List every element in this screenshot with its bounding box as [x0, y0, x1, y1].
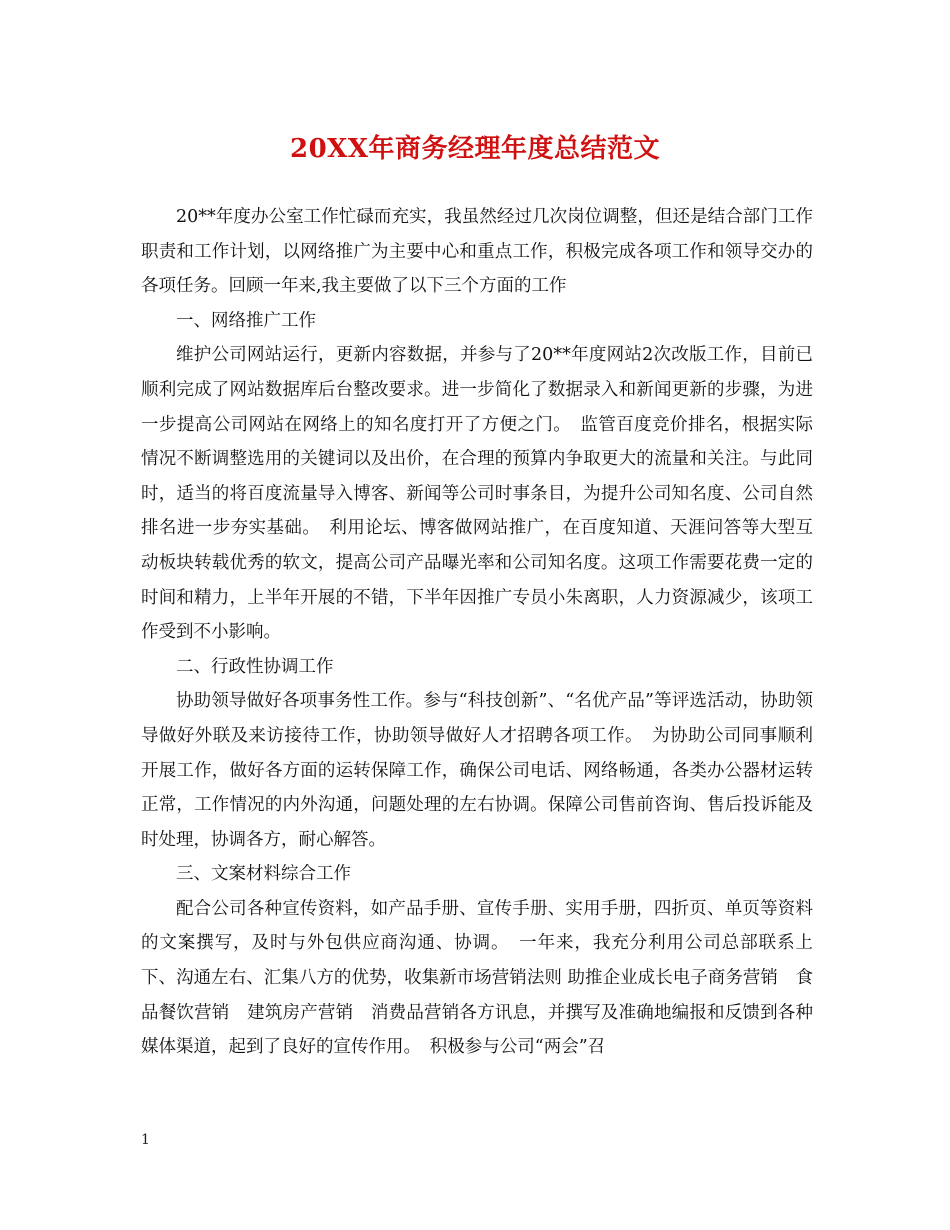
section-heading-3: 三、文案材料综合工作 [176, 864, 351, 885]
document-body [141, 200, 813, 1065]
page-number: 1 [141, 1132, 150, 1148]
section-heading-1: 一、网络推广工作 [176, 310, 316, 331]
paragraph-section-1: 维护公司网站运行，更新内容数据，并参与了20**年度网站2次改版工作，目前已顺利完成了网站数据库后台整改要求。进一步简化了数据录入和新闻更新的步骤，为进一步提高公司网站在网络上的知名度打开了方便之门。 监管百度竞价排名，根据实际情况不断调整选用的关键词以及出价，在合理的预算内争取更大的流量和关注。与此同时，适当的将百度流量导入博客、新闻等公司时事条目，为提升公司知名度、公司自然排名进一步夯实基础。 利用论坛、博客做网站推广，在百度知道、天涯问答等大型互动板块转载优秀的软文，提高公司产品曝光率和公司知名度。这项工作需要花费一定的时间和精力，上半年开展的不错，下半年因推广专员小朱离职，人力资源减少，该项工作受到不小影响。 [141, 345, 813, 643]
document-title: 20XX年商务经理年度总结范文 [289, 134, 661, 164]
section-heading-2: 二、行政性协调工作 [176, 656, 334, 677]
paragraph-section-2: 协助领导做好各项事务性工作。参与“科技创新”、“名优产品”等评选活动，协助领导做好外联及来访接待工作，协助领导做好人才招聘各项工作。 为协助公司同事顺利开展工作，做好各方面的运转保障工作，确保公司电话、网络畅通，各类办公器材运转正常，工作情况的内外沟通，问题处理的左右协调。保障公司售前咨询、售后投诉能及时处理，协调各方，耐心解答。 [141, 691, 813, 850]
paragraph-intro: 20**年度办公室工作忙碌而充实，我虽然经过几次岗位调整，但还是结合部门工作职责和工作计划，以网络推广为主要中心和重点工作，积极完成各项工作和领导交办的各项任务。回顾一年来,我主要做了以下三个方面的工作 [141, 207, 813, 297]
paragraph-section-3: 配合公司各种宣传资料，如产品手册、宣传手册、实用手册，四折页、单页等资料的文案撰写，及时与外包供应商沟通、协调。 一年来，我充分利用公司总部联系上下、沟通左右、汇集八方的优势，收集新市场营销法则 助推企业成长电子商务营销 食品餐饮营销 建筑房产营销 消费品营销各方讯息，并撰写及准确地编报和反馈到各种媒体渠道，起到了良好的宣传作用。 积极参与公司“两会”召 [141, 898, 813, 1058]
